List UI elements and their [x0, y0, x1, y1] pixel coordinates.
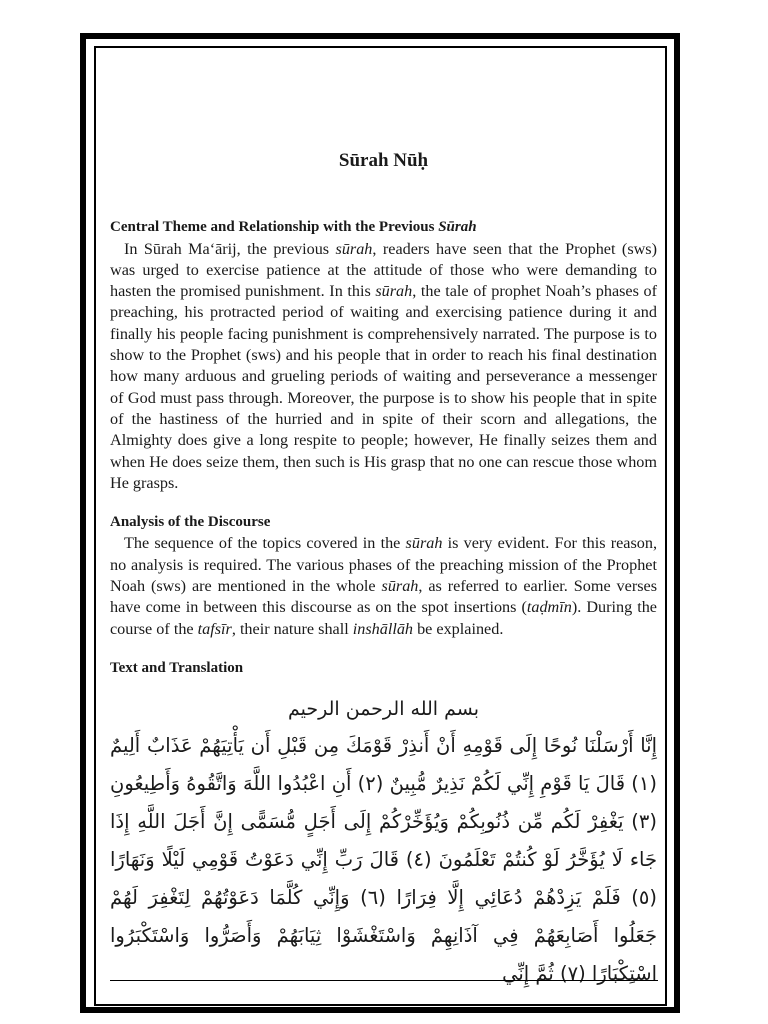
italic-term: sūrah [335, 239, 373, 258]
section-heading-central-theme [110, 217, 657, 238]
text-run: is very evident. For this reason, no analysis is required. The various phases of the preaching mission of the Prophet Noah (sws) are mentioned in the whole [110, 534, 658, 596]
footer-rule [110, 980, 658, 981]
bismillah: بسم الله الرحمن الرحيم [288, 698, 479, 721]
italic-term: sūrah [381, 577, 419, 596]
text-run: , their nature shall [231, 619, 353, 638]
page-content [110, 150, 657, 993]
text-run: In Sūrah Ma‘ārij, the previous [124, 239, 336, 258]
section-heading-analysis: Analysis of the Discourse [110, 514, 271, 531]
italic-term: sūrah [375, 282, 413, 301]
section-heading-text-translation: Text and Translation [110, 659, 244, 676]
text-run: , as referred to earlier. Some verses have come in between this discourse as on the spot insertions ( [110, 577, 657, 617]
italic-term: taḍmīn [526, 598, 572, 617]
page-title: Sūrah Nūḥ [338, 150, 429, 171]
heading-italic-text: Sūrah [438, 219, 477, 236]
paragraph-analysis [110, 533, 657, 639]
text-run: The sequence of the topics covered in the [124, 534, 406, 553]
text-run: , readers have seen that the Prophet (sws) was urged to exercise patience at the attitude of those who were demanding to hasten the promised punishment. In this [110, 239, 657, 301]
italic-term: sūrah [405, 534, 443, 553]
italic-term: tafsīr [197, 619, 232, 638]
arabic-verses: إِنَّا أَرْسَلْنَا نُوحًا إِلَى قَوْمِهِ أَنْ أَنذِرْ قَوْمَكَ مِن قَبْلِ أَن يَأْتِيَهُمْ عَذَابٌ أَلِيمٌ (١) قَالَ يَا قَوْمِ إِنِّي لَكُمْ نَذِيرٌ مُّبِينٌ (٢) أَنِ اعْبُدُوا اللَّهَ وَاتَّقُوهُ وَأَطِيعُونِ (٣) يَغْفِرْ لَكُم مِّن ذُنُوبِكُمْ وَيُؤَخِّرْكُمْ إِلَى أَجَلٍ مُّسَمًّى إِنَّ أَجَلَ اللَّهِ إِذَا جَاء لَا يُؤَخَّرُ لَوْ كُنتُمْ تَعْلَمُونَ (٤) قَالَ رَبِّ إِنِّي دَعَوْتُ قَوْمِي لَيْلًا وَنَهَارًا (٥) فَلَمْ يَزِدْهُمْ دُعَائِي إِلَّا فِرَارًا (٦) وَإِنِّي كُلَّمَا دَعَوْتُهُمْ لِتَغْفِرَ لَهُمْ جَعَلُوا أَصَابِعَهُمْ فِي آذَانِهِمْ وَاسْتَغْشَوْا ثِيَابَهُمْ وَأَصَرُّوا وَاسْتَكْبَرُوا اسْتِكْبَارًا (٧) ثُمَّ إِنِّي [110, 733, 657, 985]
text-run: ). During the course of the [110, 598, 657, 638]
heading-text: Central Theme and Relationship with the Previous [110, 219, 439, 236]
text-run: , the tale of prophet Noah’s phases of preaching, his protracted period of waiting and exercising patience during it and finally his people facing punishment is comprehensively narrated. The purpose is to show to the Prophet (sws) and his people that in order to reach his final destination how many arduous and grueling periods of waiting and perseverance a messenger of God must pass through. Moreover, the purpose is to show his people that in spite of the hastiness of the hurried and in spite of their scorn and allegations, the Almighty does give a long respite to people; however, He finally seizes them and when He does seize them, then such is His grasp that no one can rescue those whom He grasps. [110, 282, 657, 492]
paragraph-central-theme [110, 239, 657, 495]
italic-term: inshāllāh [352, 619, 414, 638]
text-run: be explained. [413, 619, 504, 638]
